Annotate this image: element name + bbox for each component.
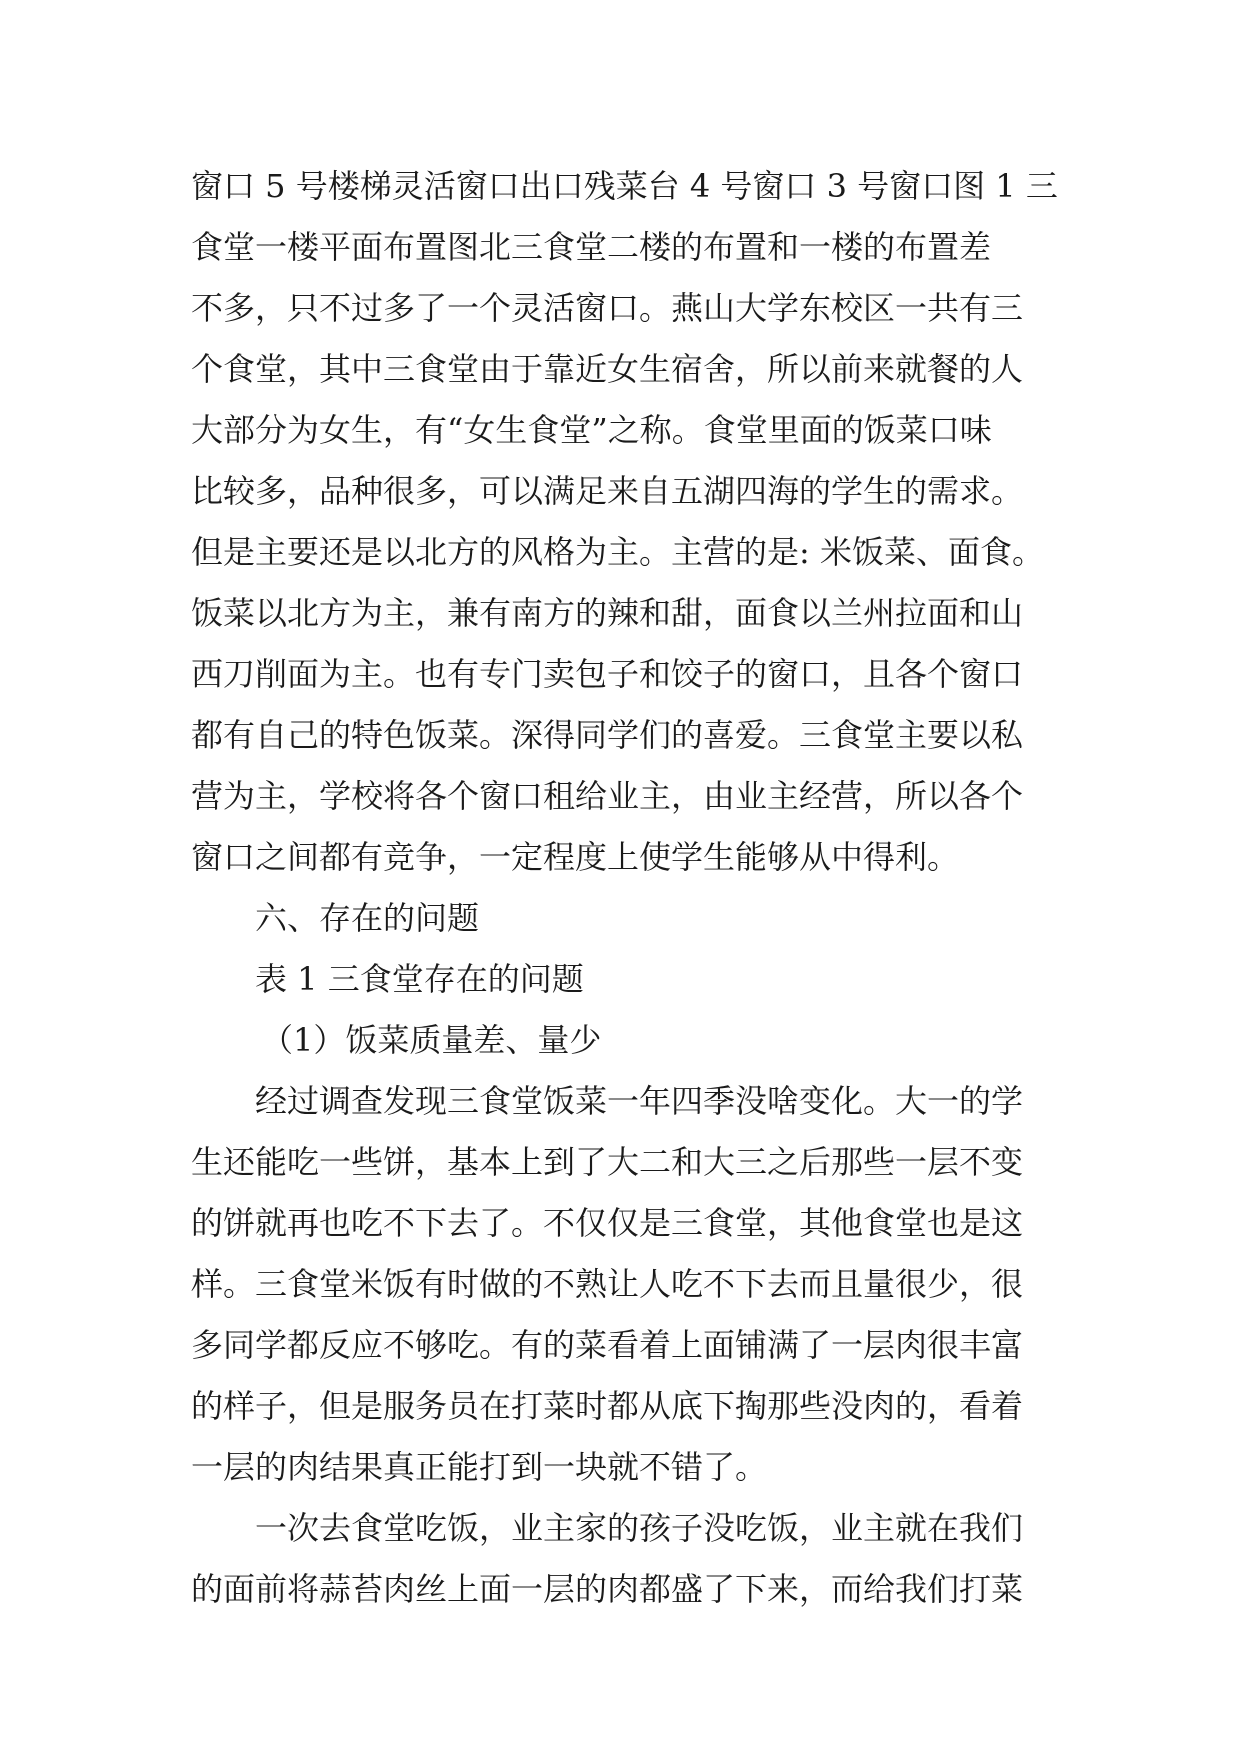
paragraph-line: 的面前将蒜苔肉丝上面一层的肉都盛了下来，而给我们打菜 (191, 1570, 1024, 1608)
paragraph-line: 生还能吃一些饼，基本上到了大二和大三之后那些一层不变 (191, 1143, 1024, 1181)
paragraph-line: 窗口之间都有竞争，一定程度上使学生能够从中得利。 (191, 838, 960, 876)
paragraph-line: 饭菜以北方为主，兼有南方的辣和甜，面食以兰州拉面和山 (191, 594, 1024, 632)
paragraph-line: 窗口 5 号楼梯灵活窗口出口残菜台 4 号窗口 3 号窗口图 1 三 (191, 167, 1058, 205)
subsection-heading: （1）饭菜质量差、量少 (261, 1021, 602, 1059)
paragraph-line: 个食堂，其中三食堂由于靠近女生宿舍，所以前来就餐的人 (191, 350, 1024, 388)
paragraph-line: 大部分为女生，有“女生食堂”之称。食堂里面的饭菜口味 (191, 411, 992, 449)
section-heading: 六、存在的问题 (255, 899, 480, 937)
paragraph-line: 但是主要还是以北方的风格为主。主营的是: 米饭菜、面食。 (191, 533, 1044, 571)
document-body (191, 156, 1071, 1620)
paragraph-line: 比较多，品种很多，可以满足来自五湖四海的学生的需求。 (191, 472, 1024, 510)
paragraph-line: 的样子，但是服务员在打菜时都从底下掏那些没肉的，看着 (191, 1387, 1024, 1425)
paragraph-line: 一次去食堂吃饭，业主家的孩子没吃饭，业主就在我们 (255, 1509, 1024, 1547)
paragraph-line: 西刀削面为主。也有专门卖包子和饺子的窗口，且各个窗口 (191, 655, 1024, 693)
paragraph-line: 不多，只不过多了一个灵活窗口。燕山大学东校区一共有三 (191, 289, 1024, 327)
paragraph-line: 营为主，学校将各个窗口租给业主，由业主经营，所以各个 (191, 777, 1024, 815)
paragraph-line: 样。三食堂米饭有时做的不熟让人吃不下去而且量很少，很 (191, 1265, 1024, 1303)
paragraph-line: 多同学都反应不够吃。有的菜看着上面铺满了一层肉很丰富 (191, 1326, 1024, 1364)
paragraph-line: 一层的肉结果真正能打到一块就不错了。 (191, 1448, 768, 1486)
paragraph-line: 的饼就再也吃不下去了。不仅仅是三食堂，其他食堂也是这 (191, 1204, 1024, 1242)
paragraph-line: 食堂一楼平面布置图北三食堂二楼的布置和一楼的布置差 (191, 228, 992, 266)
paragraph-line: 都有自己的特色饭菜。深得同学们的喜爱。三食堂主要以私 (191, 716, 1024, 754)
table-caption: 表 1 三食堂存在的问题 (255, 960, 584, 998)
paragraph-line: 经过调查发现三食堂饭菜一年四季没啥变化。大一的学 (255, 1082, 1024, 1120)
